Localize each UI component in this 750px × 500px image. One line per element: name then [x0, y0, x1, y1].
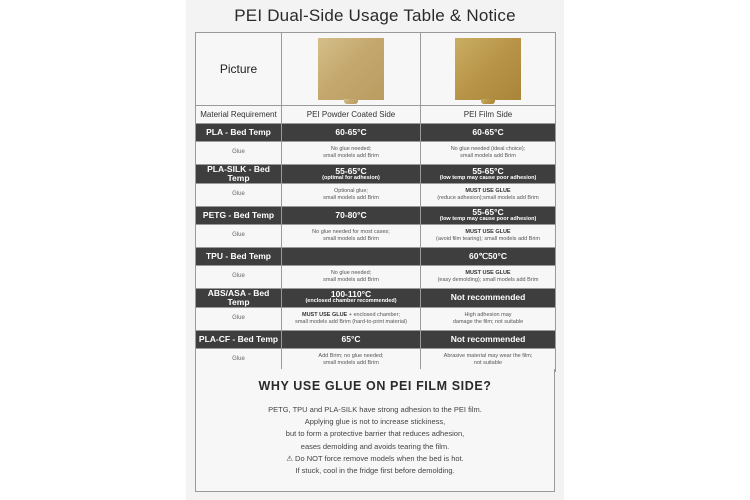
film-plate-image [455, 38, 521, 100]
powder-glue-text: No glue needed; small models add Brim [323, 269, 379, 283]
film-glue-bold: MUST USE GLUE [465, 228, 511, 235]
film-glue-text: Abrasive material may wear the film; not suitable [443, 352, 533, 366]
film-temp-cell [421, 247, 556, 265]
film-glue-cell [421, 142, 556, 165]
powder-temp-cell [282, 330, 421, 348]
powder-glue-text: Optional glue; small models add Brim [323, 187, 379, 201]
glue-label: Glue [196, 224, 282, 247]
powder-temp-value: 100-110°C [330, 289, 372, 300]
notice-lines [196, 404, 554, 477]
film-glue-text: (easy demolding); small models add Brim [437, 276, 539, 283]
powder-glue-text: + enclosed chamber; small models add Brim (hard-to-print material) [295, 311, 407, 325]
bed-temp-row [196, 288, 556, 307]
powder-temp-note: (optimal for adhesion) [322, 174, 380, 181]
header-requirement: Material Requirement [196, 106, 282, 124]
film-glue-cell [421, 224, 556, 247]
film-temp-value: 55-65°C [472, 207, 504, 217]
powder-glue-cell [282, 307, 421, 330]
bed-temp-row [196, 124, 556, 142]
powder-glue-text: No glue needed; small models add Brim [323, 146, 379, 159]
powder-glue-text: Add Brim; no glue needed; small models add Brim [318, 352, 384, 366]
glue-row [196, 307, 556, 330]
notice-heading: WHY USE GLUE ON PEI FILM SIDE? [258, 379, 492, 393]
glue-label: Glue [196, 265, 282, 288]
bed-temp-label: PETG - Bed Temp [196, 206, 282, 224]
powder-temp-cell [282, 124, 421, 142]
powder-glue-text: No glue needed for most cases; small models add Brim [312, 228, 390, 242]
powder-glue-cell [282, 183, 421, 206]
glue-row [196, 265, 556, 288]
header-film: PEI Film Side [421, 106, 556, 124]
film-temp-cell [421, 124, 556, 142]
film-temp-cell [421, 330, 556, 348]
usage-table [195, 32, 556, 372]
powder-coated-plate-image [318, 38, 384, 100]
film-glue-text: (avoid film tearing); small models add Brim [436, 235, 540, 242]
glue-row [196, 348, 556, 371]
film-glue-cell [421, 183, 556, 206]
powder-glue-cell [282, 224, 421, 247]
powder-temp-value: 60-65°C [335, 127, 367, 138]
notice-line: If stuck, cool in the fridge first before demolding. [295, 466, 455, 476]
film-temp-note: (low temp may cause poor adhesion) [439, 215, 537, 222]
page-title: PEI Dual-Side Usage Table & Notice [234, 6, 516, 25]
powder-temp-cell [282, 247, 421, 265]
bed-temp-label: PLA-SILK - Bed Temp [196, 165, 282, 184]
powder-glue-cell [282, 142, 421, 165]
notice-line: PETG, TPU and PLA-SILK have strong adhesion to the PEI film. [268, 405, 482, 414]
film-temp-cell [421, 206, 556, 224]
film-temp-note: (low temp may cause poor adhesion) [439, 174, 537, 181]
notice-line: ⚠ Do NOT force remove models when the bed is hot. [286, 453, 464, 463]
notice-line: Applying glue is not to increase stickiness, [304, 417, 446, 427]
powder-glue-cell [282, 348, 421, 371]
glue-row [196, 183, 556, 206]
bed-temp-row [196, 330, 556, 348]
powder-temp-value: 55-65°C [335, 165, 367, 176]
film-temp-value: Not recommended [450, 333, 526, 344]
bed-temp-label: PLA-CF - Bed Temp [196, 330, 282, 348]
film-glue-text: (reduce adhesion);small models add Brim [437, 194, 539, 201]
powder-glue-bold: MUST USE GLUE [302, 311, 348, 318]
picture-row [196, 33, 556, 106]
film-glue-text: No glue needed (ideal choice); small models add Brim [450, 146, 526, 159]
header-row [196, 106, 556, 124]
glue-label: Glue [196, 142, 282, 165]
usage-sheet [186, 0, 564, 500]
powder-glue-cell [282, 265, 421, 288]
picture-label-cell [196, 33, 282, 106]
glue-row [196, 224, 556, 247]
header-powder: PEI Powder Coated Side [282, 106, 421, 124]
film-picture-cell [421, 33, 556, 106]
bed-temp-label: TPU - Bed Temp [196, 247, 282, 265]
glue-label: Glue [196, 348, 282, 371]
notice-line: eases demolding and avoids tearing the film. [300, 441, 450, 451]
powder-temp-cell [282, 288, 421, 307]
bed-temp-label: ABS/ASA - Bed Temp [196, 288, 282, 307]
bed-temp-label: PLA - Bed Temp [196, 124, 282, 142]
notice-line: but to form a protective barrier that reduces adhesion, [285, 429, 465, 439]
notice-panel [195, 369, 555, 492]
film-temp-value: 60-65°C [472, 127, 504, 138]
film-glue-bold: MUST USE GLUE [465, 269, 511, 276]
bed-temp-row [196, 206, 556, 224]
film-temp-value: 60℃50°C [469, 250, 507, 261]
film-glue-bold: MUST USE GLUE [465, 187, 511, 194]
bed-temp-row [196, 247, 556, 265]
film-glue-cell [421, 348, 556, 371]
powder-temp-cell [282, 206, 421, 224]
film-glue-cell [421, 265, 556, 288]
film-glue-text: High adhesion may damage the film; not suitable [452, 311, 524, 325]
powder-picture-cell [282, 33, 421, 106]
powder-temp-cell [282, 165, 421, 184]
glue-row [196, 142, 556, 165]
powder-temp-value: 70-80°C [335, 209, 367, 220]
bed-temp-row [196, 165, 556, 184]
picture-label: Picture [219, 62, 258, 76]
film-glue-cell [421, 307, 556, 330]
powder-temp-value: 65°C [341, 333, 361, 344]
glue-label: Glue [196, 307, 282, 330]
film-temp-value: 55-65°C [472, 165, 504, 176]
film-temp-cell [421, 165, 556, 184]
film-temp-cell [421, 288, 556, 307]
powder-temp-note: (enclosed chamber recommended) [305, 298, 397, 305]
glue-label: Glue [196, 183, 282, 206]
film-temp-value: Not recommended [450, 292, 526, 303]
